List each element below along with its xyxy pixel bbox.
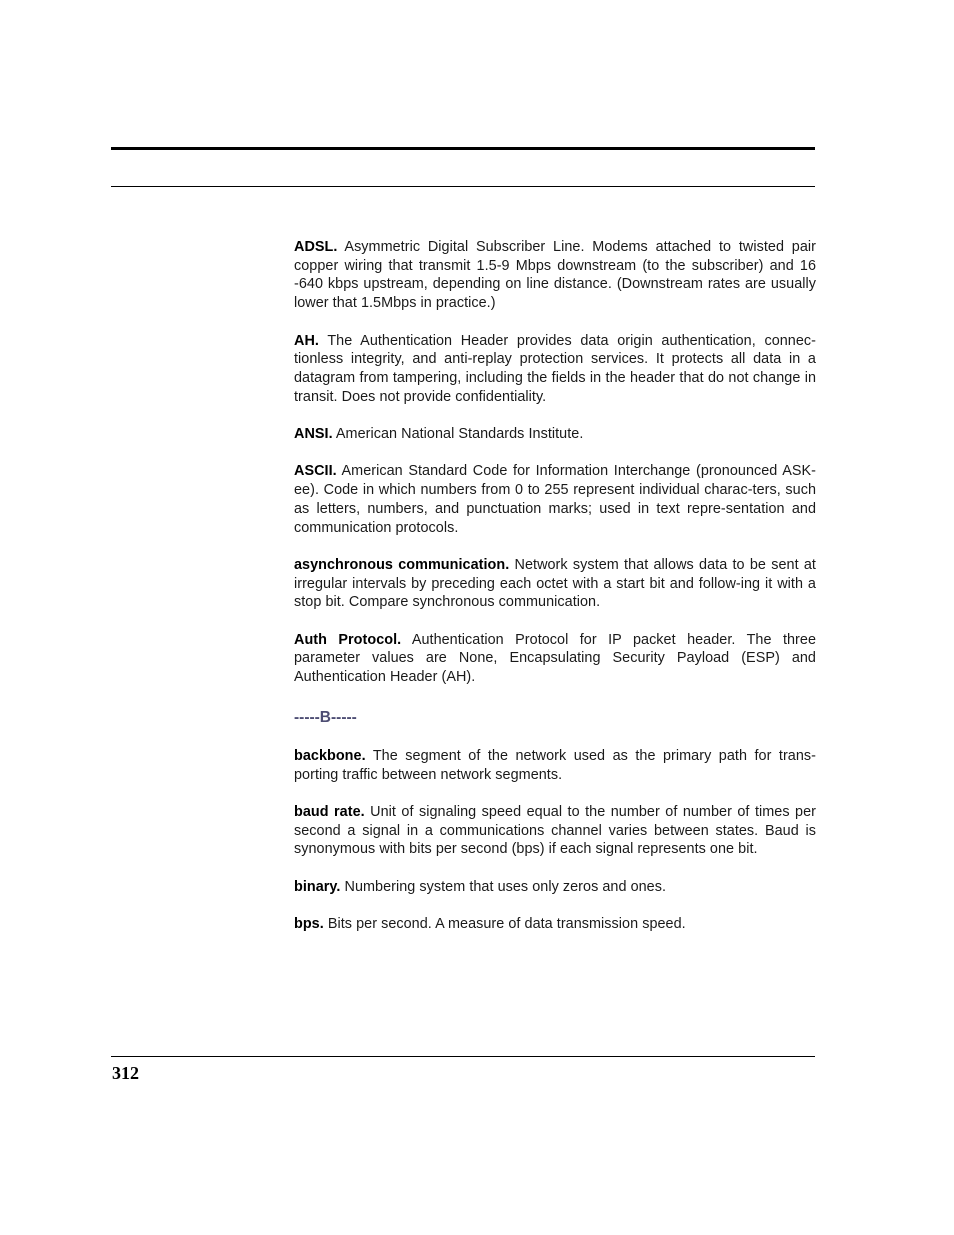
page-number: 312 (112, 1063, 139, 1083)
glossary-definition: Authentication Protocol for IP packet header. The three parameter values are None, Encapsulating Security Payload (ESP) and Authentication Header (AH). (294, 631, 817, 686)
glossary-entry-ascii (294, 462, 816, 537)
glossary-term: ANSI. (294, 426, 333, 442)
glossary-entry-ansi (294, 425, 816, 444)
footer-rule (111, 1056, 815, 1057)
header-rule-thin (111, 186, 815, 187)
section-heading-b: -----B----- (294, 708, 357, 726)
glossary-term: ASCII. (294, 463, 337, 480)
glossary-entry-bps (294, 915, 816, 934)
glossary-definition: Unit of signaling speed equal to the number of number of times per second a signal in a communications channel varies between states. Baud is synonymous with bits per second (bps) if each signal represents one bit. (294, 803, 816, 858)
glossary-entry-baud-rate (294, 803, 816, 859)
glossary-definition: American Standard Code for Information Interchange (pronounced ASK-ee). Code in which numbers from 0 to 255 represent individual charac-ters, such as letters, numbers, and punctuation marks; used in text repre-sentation and communication protocols. (294, 463, 816, 536)
glossary-entry-backbone (294, 747, 816, 784)
glossary-entry-asynchronous-communication (294, 556, 816, 612)
glossary-content (294, 238, 816, 934)
glossary-term: Auth Protocol. (294, 631, 402, 648)
glossary-term: baud rate. (294, 803, 365, 820)
glossary-term: asynchronous communication. (294, 556, 510, 573)
glossary-definition: The Authentication Header provides data origin authentication, connec-tionless integrity, and anti-replay protection services. It protects all data in a datagram from tampering, including the fields in the header that do not change in transit. Does not provide confidentiality. (294, 332, 816, 405)
glossary-entry-adsl (294, 238, 816, 313)
glossary-definition: Bits per second. A measure of data transmission speed. (323, 916, 686, 933)
glossary-entry-ah (294, 332, 816, 407)
glossary-term: AH. (294, 332, 319, 349)
glossary-definition: Asymmetric Digital Subscriber Line. Modems attached to twisted pair copper wiring that transmit 1.5-9 Mbps downstream (to the subscriber) and 16 -640 kbps upstream, depending on line distance. (Downstream rates are usually lower that 1.5Mbps in practice.) (294, 239, 816, 312)
glossary-entry-auth-protocol (294, 631, 816, 687)
glossary-term: bps. (294, 916, 324, 933)
glossary-definition: Numbering system that uses only zeros and ones. (340, 878, 667, 895)
glossary-definition: Network system that allows data to be sent at irregular intervals by preceding each octet with a start bit and follow-ing it with a stop bit. Compare synchronous communication. (294, 556, 816, 611)
glossary-term: ADSL. (294, 239, 338, 255)
glossary-definition: The segment of the network used as the primary path for trans-porting traffic between network segments. (294, 747, 816, 783)
header-rule-thick (111, 147, 815, 150)
glossary-term: backbone. (294, 747, 366, 764)
glossary-definition: American National Standards Institute. (332, 426, 584, 442)
glossary-entry-binary (294, 878, 816, 897)
glossary-term: binary. (294, 878, 341, 895)
